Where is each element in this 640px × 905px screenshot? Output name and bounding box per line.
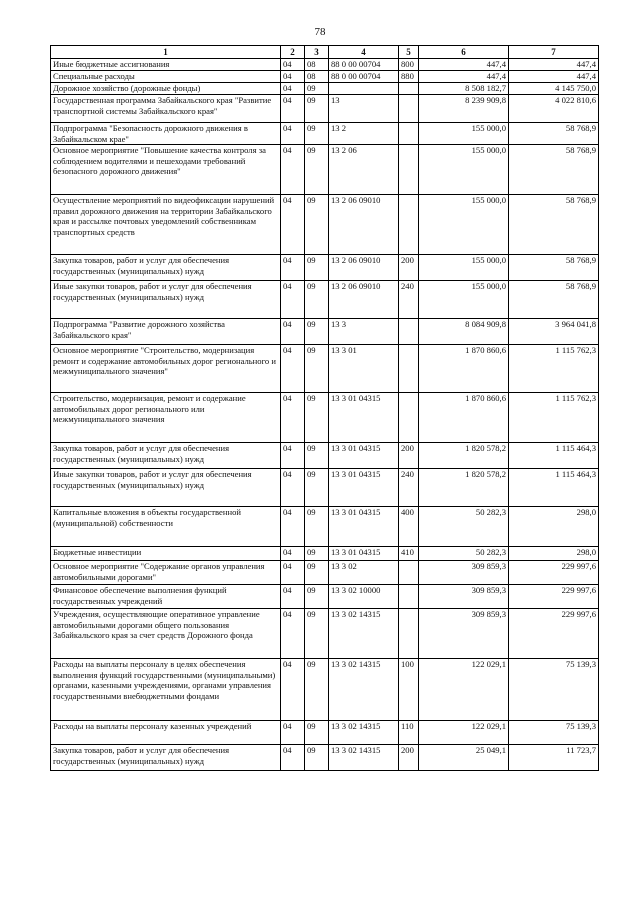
row-amount-year2-cell: 58 768,9 — [509, 281, 599, 319]
row-expense-type-cell — [399, 585, 419, 609]
row-amount-year1-cell: 1 870 860,6 — [419, 345, 509, 393]
row-amount-year1-cell: 309 859,3 — [419, 585, 509, 609]
table-row — [51, 745, 599, 771]
row-expense-type-cell: 200 — [399, 745, 419, 771]
row-subsection-cell: 09 — [305, 95, 329, 123]
row-target-code-cell: 13 2 06 — [329, 145, 399, 195]
row-subsection-cell: 09 — [305, 507, 329, 547]
row-subsection-cell: 09 — [305, 393, 329, 443]
row-amount-year1-cell: 309 859,3 — [419, 609, 509, 659]
row-subsection-cell: 09 — [305, 469, 329, 507]
row-expense-type-cell — [399, 345, 419, 393]
row-expense-type-cell — [399, 195, 419, 255]
table-row — [51, 83, 599, 95]
row-amount-year2-cell: 58 768,9 — [509, 145, 599, 195]
row-amount-year1-cell: 8 084 909,8 — [419, 319, 509, 345]
row-section-cell: 04 — [281, 145, 305, 195]
row-name-cell: Закупка товаров, работ и услуг для обеспечения государственных (муниципальных) нужд — [51, 443, 281, 469]
row-name-cell: Строительство, модернизация, ремонт и содержание автомобильных дорог регионального или межмуниципального значения — [51, 393, 281, 443]
row-amount-year1-cell: 50 282,3 — [419, 507, 509, 547]
row-name-cell: Иные закупки товаров, работ и услуг для обеспечения государственных (муниципальных) нужд — [51, 281, 281, 319]
row-target-code-cell: 88 0 00 00704 — [329, 59, 399, 71]
row-amount-year2-cell: 3 964 041,8 — [509, 319, 599, 345]
table-row — [51, 585, 599, 609]
row-section-cell: 04 — [281, 319, 305, 345]
row-subsection-cell: 09 — [305, 547, 329, 561]
row-amount-year2-cell: 4 145 750,0 — [509, 83, 599, 95]
row-amount-year2-cell: 229 997,6 — [509, 609, 599, 659]
table-row — [51, 547, 599, 561]
table-row — [51, 281, 599, 319]
table-row — [51, 393, 599, 443]
table-row — [51, 609, 599, 659]
row-subsection-cell: 09 — [305, 585, 329, 609]
row-expense-type-cell: 100 — [399, 659, 419, 721]
row-amount-year2-cell: 447,4 — [509, 71, 599, 83]
row-target-code-cell: 13 3 01 04315 — [329, 443, 399, 469]
row-section-cell: 04 — [281, 95, 305, 123]
row-section-cell: 04 — [281, 547, 305, 561]
row-target-code-cell: 88 0 00 00704 — [329, 71, 399, 83]
row-subsection-cell: 09 — [305, 345, 329, 393]
budget-table — [50, 45, 599, 771]
row-section-cell: 04 — [281, 71, 305, 83]
row-expense-type-cell — [399, 319, 419, 345]
row-amount-year2-cell: 1 115 762,3 — [509, 393, 599, 443]
row-target-code-cell: 13 3 01 04315 — [329, 469, 399, 507]
row-name-cell: Государственная программа Забайкальского края "Развитие транспортной системы Забайкальского края" — [51, 95, 281, 123]
row-name-cell: Финансовое обеспечение выполнения функций государственных учреждений — [51, 585, 281, 609]
header-cell: 4 — [329, 46, 399, 59]
row-name-cell: Закупка товаров, работ и услуг для обеспечения государственных (муниципальных) нужд — [51, 255, 281, 281]
row-name-cell: Специальные расходы — [51, 71, 281, 83]
row-amount-year1-cell: 155 000,0 — [419, 281, 509, 319]
header-cell: 7 — [509, 46, 599, 59]
row-amount-year1-cell: 309 859,3 — [419, 561, 509, 585]
row-target-code-cell: 13 3 01 — [329, 345, 399, 393]
row-section-cell: 04 — [281, 281, 305, 319]
row-subsection-cell: 09 — [305, 83, 329, 95]
row-section-cell: 04 — [281, 255, 305, 281]
row-expense-type-cell: 200 — [399, 255, 419, 281]
header-cell: 5 — [399, 46, 419, 59]
row-section-cell: 04 — [281, 83, 305, 95]
table-row — [51, 145, 599, 195]
row-name-cell: Расходы на выплаты персоналу в целях обеспечения выполнения функций государственными (муниципальными) органами, казенными учреждениями, органами управления государственными внебюджетными фондами — [51, 659, 281, 721]
table-row — [51, 443, 599, 469]
row-name-cell: Расходы на выплаты персоналу казенных учреждений — [51, 721, 281, 745]
row-target-code-cell: 13 3 02 14315 — [329, 609, 399, 659]
table-row — [51, 59, 599, 71]
row-section-cell: 04 — [281, 393, 305, 443]
row-target-code-cell: 13 3 02 14315 — [329, 745, 399, 771]
row-amount-year1-cell: 8 239 909,8 — [419, 95, 509, 123]
row-expense-type-cell — [399, 393, 419, 443]
row-amount-year1-cell: 25 049,1 — [419, 745, 509, 771]
header-row — [51, 46, 599, 59]
row-section-cell: 04 — [281, 585, 305, 609]
row-amount-year2-cell: 447,4 — [509, 59, 599, 71]
table-row — [51, 71, 599, 83]
row-amount-year1-cell: 122 029,1 — [419, 721, 509, 745]
row-expense-type-cell — [399, 561, 419, 585]
header-cell: 3 — [305, 46, 329, 59]
row-subsection-cell: 09 — [305, 281, 329, 319]
row-amount-year1-cell: 8 508 182,7 — [419, 83, 509, 95]
header-cell: 2 — [281, 46, 305, 59]
row-target-code-cell: 13 3 01 04315 — [329, 507, 399, 547]
row-subsection-cell: 09 — [305, 659, 329, 721]
row-target-code-cell: 13 — [329, 95, 399, 123]
row-amount-year1-cell: 155 000,0 — [419, 145, 509, 195]
row-expense-type-cell: 240 — [399, 281, 419, 319]
row-section-cell: 04 — [281, 469, 305, 507]
row-name-cell: Иные закупки товаров, работ и услуг для обеспечения государственных (муниципальных) нужд — [51, 469, 281, 507]
row-amount-year1-cell: 1 820 578,2 — [419, 469, 509, 507]
row-subsection-cell: 09 — [305, 123, 329, 145]
row-section-cell: 04 — [281, 659, 305, 721]
row-expense-type-cell — [399, 123, 419, 145]
row-section-cell: 04 — [281, 609, 305, 659]
row-amount-year2-cell: 4 022 810,6 — [509, 95, 599, 123]
row-section-cell: 04 — [281, 443, 305, 469]
row-name-cell: Осуществление мероприятий по видеофиксации нарушений правил дорожного движения на территории Забайкальского края и рассылке почтовых уведомлений собственникам транспортных средств — [51, 195, 281, 255]
row-name-cell: Капитальные вложения в объекты государственной (муниципальной) собственности — [51, 507, 281, 547]
row-section-cell: 04 — [281, 345, 305, 393]
row-target-code-cell — [329, 83, 399, 95]
row-target-code-cell: 13 2 06 09010 — [329, 281, 399, 319]
row-amount-year1-cell: 122 029,1 — [419, 659, 509, 721]
row-amount-year2-cell: 58 768,9 — [509, 195, 599, 255]
row-name-cell: Учреждения, осуществляющие оперативное управление автомобильными дорогами общего пользования Забайкальского края за счет средств Дорожного фонда — [51, 609, 281, 659]
row-section-cell: 04 — [281, 721, 305, 745]
row-expense-type-cell: 400 — [399, 507, 419, 547]
row-amount-year2-cell: 75 139,3 — [509, 721, 599, 745]
row-name-cell: Подпрограмма "Безопасность дорожного движения в Забайкальском крае" — [51, 123, 281, 145]
row-amount-year2-cell: 229 997,6 — [509, 561, 599, 585]
table-row — [51, 255, 599, 281]
table-row — [51, 507, 599, 547]
row-target-code-cell: 13 3 02 14315 — [329, 659, 399, 721]
row-expense-type-cell — [399, 95, 419, 123]
row-amount-year2-cell: 298,0 — [509, 507, 599, 547]
page-number: 78 — [314, 26, 326, 38]
row-amount-year2-cell: 1 115 464,3 — [509, 443, 599, 469]
row-subsection-cell: 09 — [305, 443, 329, 469]
row-amount-year2-cell: 75 139,3 — [509, 659, 599, 721]
row-amount-year1-cell: 155 000,0 — [419, 195, 509, 255]
row-section-cell: 04 — [281, 507, 305, 547]
row-expense-type-cell: 800 — [399, 59, 419, 71]
table-row — [51, 721, 599, 745]
table-row — [51, 561, 599, 585]
row-target-code-cell: 13 3 — [329, 319, 399, 345]
row-amount-year2-cell: 1 115 464,3 — [509, 469, 599, 507]
row-subsection-cell: 09 — [305, 745, 329, 771]
row-subsection-cell: 08 — [305, 59, 329, 71]
row-amount-year2-cell: 229 997,6 — [509, 585, 599, 609]
row-amount-year1-cell: 50 282,3 — [419, 547, 509, 561]
row-target-code-cell: 13 3 01 04315 — [329, 393, 399, 443]
row-name-cell: Дорожное хозяйство (дорожные фонды) — [51, 83, 281, 95]
row-expense-type-cell: 110 — [399, 721, 419, 745]
row-subsection-cell: 09 — [305, 255, 329, 281]
row-target-code-cell: 13 3 02 10000 — [329, 585, 399, 609]
row-amount-year1-cell: 155 000,0 — [419, 255, 509, 281]
row-target-code-cell: 13 3 02 14315 — [329, 721, 399, 745]
row-name-cell: Иные бюджетные ассигнования — [51, 59, 281, 71]
row-expense-type-cell: 240 — [399, 469, 419, 507]
row-name-cell: Бюджетные инвестиции — [51, 547, 281, 561]
row-amount-year2-cell: 298,0 — [509, 547, 599, 561]
row-section-cell: 04 — [281, 123, 305, 145]
row-subsection-cell: 09 — [305, 319, 329, 345]
row-subsection-cell: 09 — [305, 561, 329, 585]
row-target-code-cell: 13 3 02 — [329, 561, 399, 585]
row-amount-year2-cell: 1 115 762,3 — [509, 345, 599, 393]
row-amount-year2-cell: 11 723,7 — [509, 745, 599, 771]
table-row — [51, 345, 599, 393]
row-expense-type-cell — [399, 83, 419, 95]
row-amount-year1-cell: 1 820 578,2 — [419, 443, 509, 469]
header-cell: 1 — [51, 46, 281, 59]
row-name-cell: Основное мероприятие "Содержание органов управления автомобильными дорогами" — [51, 561, 281, 585]
header-cell: 6 — [419, 46, 509, 59]
row-name-cell: Подпрограмма "Развитие дорожного хозяйства Забайкальского края" — [51, 319, 281, 345]
row-amount-year2-cell: 58 768,9 — [509, 255, 599, 281]
row-target-code-cell: 13 2 — [329, 123, 399, 145]
row-section-cell: 04 — [281, 59, 305, 71]
row-amount-year1-cell: 1 870 860,6 — [419, 393, 509, 443]
row-target-code-cell: 13 2 06 09010 — [329, 255, 399, 281]
row-amount-year1-cell: 155 000,0 — [419, 123, 509, 145]
row-subsection-cell: 09 — [305, 721, 329, 745]
row-amount-year2-cell: 58 768,9 — [509, 123, 599, 145]
row-expense-type-cell: 410 — [399, 547, 419, 561]
row-target-code-cell: 13 3 01 04315 — [329, 547, 399, 561]
table-row — [51, 659, 599, 721]
table-row — [51, 195, 599, 255]
row-name-cell: Основное мероприятие "Строительство, модернизация ремонт и содержание автомобильных дорог регионального и межмуниципального значения" — [51, 345, 281, 393]
table-row — [51, 319, 599, 345]
row-amount-year1-cell: 447,4 — [419, 59, 509, 71]
row-section-cell: 04 — [281, 195, 305, 255]
row-expense-type-cell — [399, 609, 419, 659]
row-subsection-cell: 09 — [305, 195, 329, 255]
table-row — [51, 95, 599, 123]
row-name-cell: Закупка товаров, работ и услуг для обеспечения государственных (муниципальных) нужд — [51, 745, 281, 771]
row-subsection-cell: 09 — [305, 609, 329, 659]
row-section-cell: 04 — [281, 745, 305, 771]
row-name-cell: Основное мероприятие "Повышение качества контроля за соблюдением водителями и пешеходами требований безопасного дорожного движения" — [51, 145, 281, 195]
row-section-cell: 04 — [281, 561, 305, 585]
table-row — [51, 123, 599, 145]
row-expense-type-cell: 200 — [399, 443, 419, 469]
row-expense-type-cell — [399, 145, 419, 195]
row-amount-year1-cell: 447,4 — [419, 71, 509, 83]
row-target-code-cell: 13 2 06 09010 — [329, 195, 399, 255]
row-expense-type-cell: 880 — [399, 71, 419, 83]
table-row — [51, 469, 599, 507]
row-subsection-cell: 09 — [305, 145, 329, 195]
row-subsection-cell: 08 — [305, 71, 329, 83]
